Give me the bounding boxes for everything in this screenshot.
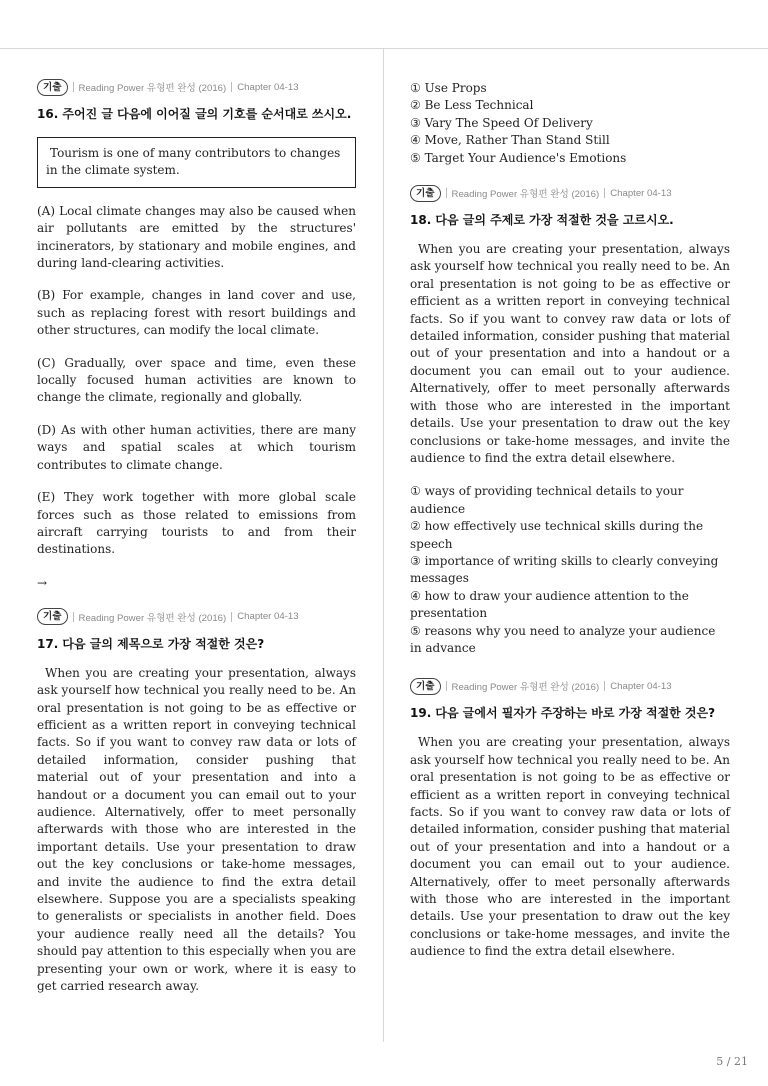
option-2: ② Be Less Technical	[410, 98, 534, 113]
source-tag	[410, 184, 730, 202]
source-book: Reading Power 유형편 완성 (2016)	[78, 612, 227, 624]
given-sentence: Tourism is one of many contributors to changes in the climate system.	[46, 146, 341, 178]
answer-arrow: →	[37, 575, 48, 590]
option-2: ② how effectively use technical skills during the speech	[410, 519, 704, 551]
option-3: ③ importance of writing skills to clearly conveying messages	[410, 553, 719, 586]
source-chapter: Chapter 04-13	[237, 611, 299, 623]
source-tag	[410, 677, 730, 695]
option-4: ④ Move, Rather Than Stand Still	[410, 133, 610, 148]
given-sentence-box	[37, 137, 356, 188]
question-18	[410, 184, 730, 657]
tag-separator	[73, 82, 74, 92]
source-tag	[37, 78, 356, 96]
question-title: 18. 다음 글의 주제로 가장 적절한 것을 고르시오.	[410, 213, 674, 228]
option-3: ③ Vary The Speed Of Delivery	[410, 115, 593, 130]
source-chapter: Chapter 04-13	[237, 81, 299, 93]
tag-separator	[604, 188, 605, 198]
right-column	[410, 78, 730, 961]
source-book: Reading Power 유형편 완성 (2016)	[78, 83, 227, 94]
passage: When you are creating your presentation, always ask yourself how technical you really need to be. An oral presentation is not going to be as effective or efficient as a written report in conveying technical facts. So if you want to convey raw data or lots of detailed information, consider pushing that material out of your presentation and into a handout or a document you can email out to your audience. Alternatively, offer to meet personally afterwards with those who are interested in the important details. Use your presentation to draw out the key conclusions or take-home messages, and invite the audience to find the extra detail elsewhere.	[410, 735, 730, 959]
page-number: 5 / 21	[716, 1055, 748, 1068]
question-title: 19. 다음 글에서 필자가 주장하는 바로 가장 적절한 것은?	[410, 706, 716, 721]
passage: When you are creating your presentation, always ask yourself how technical you really need to be. An oral presentation is not going to be as effective or efficient as a written report in conveying technical facts. So if you want to convey raw data or lots of detailed information, consider pushing that material out of your presentation and into a handout or a document you can email out to your audience. Alternatively, offer to meet personally afterwards with those who are interested in the important details. Use your presentation to draw out the key conclusions or take-home messages, and invite the audience to find the extra detail elsewhere. Suppose you are a specialists speaking to generalists or specialists in another field. Does your audience really need all the details? You should pay attention to this especially when you are presenting your own or work, where it is easy to get carried research away.	[37, 665, 356, 994]
passage: When you are creating your presentation, always ask yourself how technical you really need to be. An oral presentation is not going to be as effective or efficient as a written report in conveying technical facts. So if you want to convey raw data or lots of detailed information, consider pushing that material out of your presentation and into a handout or a document you can email out to your audience. Alternatively, offer to meet personally afterwards with those who are interested in the important details. Use your presentation to draw out the key conclusions or take-home messages, and invite the audience to find the extra detail elsewhere.	[410, 242, 730, 465]
paragraph-b: (B) For example, changes in land cover and use, such as replacing forest with resort buildings and other structures, can modify the local climate.	[37, 288, 356, 338]
source-book: Reading Power 유형편 완성 (2016)	[451, 189, 600, 201]
past-exam-badge: 기출	[410, 678, 441, 695]
question-16	[37, 78, 356, 592]
tag-separator	[446, 681, 447, 691]
tag-separator	[231, 612, 232, 622]
source-tag	[37, 608, 356, 626]
left-column	[37, 78, 356, 995]
option-1: ① ways of providing technical details to your audience	[410, 484, 684, 516]
paragraph-c: (C) Gradually, over space and time, even these locally focused human activities are known to change the climate, regionally and globally.	[37, 355, 356, 405]
past-exam-badge: 기출	[37, 608, 68, 625]
source-book: Reading Power 유형편 완성 (2016)	[451, 682, 600, 694]
option-5: ⑤ reasons why you need to analyze your audience in advance	[410, 623, 716, 655]
question-19	[410, 677, 730, 960]
tag-separator	[73, 612, 74, 622]
option-4: ④ how to draw your audience attention to the presentation	[410, 588, 689, 621]
header-divider	[0, 48, 768, 49]
past-exam-badge: 기출	[37, 79, 68, 96]
question-18-options	[410, 483, 730, 657]
source-chapter: Chapter 04-13	[610, 680, 672, 692]
paragraph-a: (A) Local climate changes may also be caused when air pollutants are emitted by the structures' incinerators, by stationary and mobile engines, and during land-clearing activities.	[37, 203, 356, 271]
question-title: 16. 주어진 글 다음에 이어질 글의 기호를 순서대로 쓰시오.	[37, 107, 352, 121]
past-exam-badge: 기출	[410, 185, 441, 202]
tag-separator	[604, 681, 605, 691]
source-chapter: Chapter 04-13	[610, 187, 672, 199]
question-title: 17. 다음 글의 제목으로 가장 적절한 것은?	[37, 636, 265, 651]
tag-separator	[446, 188, 447, 198]
paragraph-e: (E) They work together with more global scale forces such as those related to emissions from aircraft carrying tourists to and from their destinations.	[37, 490, 356, 557]
question-17	[37, 608, 356, 996]
option-5: ⑤ Target Your Audience's Emotions	[410, 150, 627, 165]
question-17-options	[410, 80, 730, 167]
tag-separator	[231, 82, 232, 92]
paragraph-d: (D) As with other human activities, there are many ways and spatial scales at which tourism contributes to climate change.	[37, 422, 356, 472]
column-divider	[383, 49, 384, 1042]
option-1: ① Use Props	[410, 81, 487, 95]
